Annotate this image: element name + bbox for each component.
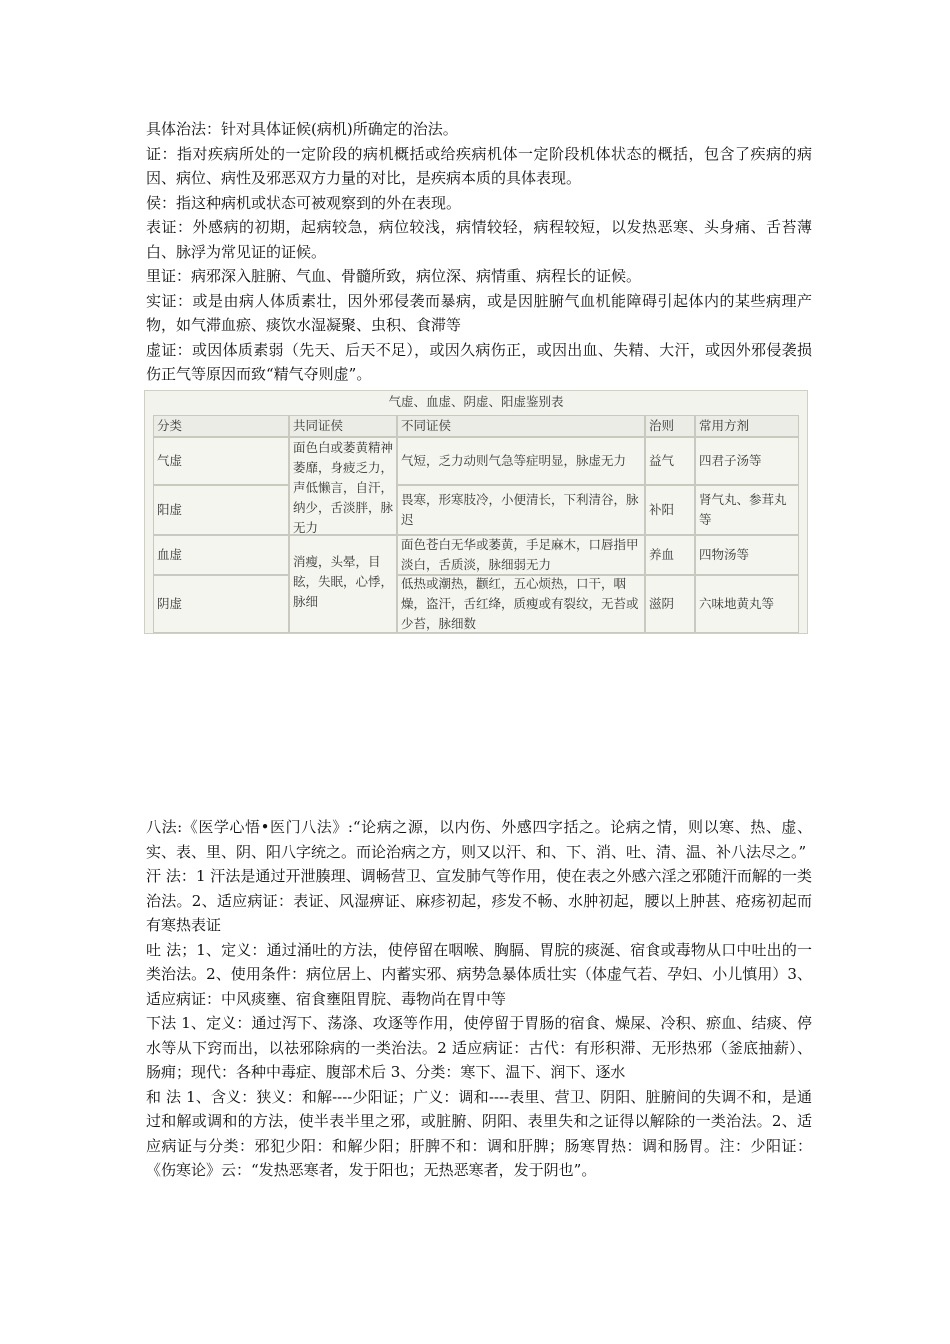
- table-header-different: 不同证侯: [397, 415, 645, 437]
- table-header-formula: 常用方剂: [695, 415, 799, 437]
- table-cell-category: 阳虚: [153, 485, 289, 535]
- paragraph: 汗 法：1 汗法是通过开泄腠理、调畅营卫、宣发肺气等作用，使在表之外感六淫之邪随汗而解的一类治法。2、适应病证：表证、风湿痹证、麻疹初起，疹发不畅、水肿初起，腰以上肿甚、疮疡初起而有寒热表证: [146, 867, 812, 934]
- paragraph: 和 法 1、含义：狭义：和解----少阳证；广义：调和----表里、营卫、阴阳、脏腑间的失调不和，是通过和解或调和的方法，使半表半里之邪，或脏腑、阴阳、表里失和之证得以解除的一类治法。2、适应病证与分类：邪犯少阳：和解少阳；肝脾不和：调和肝脾；肠寒胃热：调和肠胃。注：少阳证：《伤寒论》云：“发热恶寒者，发于阳也；无热恶寒者，发于阴也”。: [146, 1087, 812, 1179]
- table-header-category: 分类: [153, 415, 289, 437]
- table-cell-common-blood-yin: 消瘦，头晕，目眩，失眠，心悸，脉细: [289, 535, 397, 633]
- table-cell-formula: 四物汤等: [695, 535, 799, 575]
- paragraph: 侯：指这种病机或状态可被观察到的外在表现。: [146, 193, 462, 212]
- paragraph: 表证：外感病的初期，起病较急，病位较浅，病情较轻，病程较短，以发热恶寒、头身痛、舌苔薄白、脉浮为常见证的证候。: [146, 218, 812, 261]
- table-cell-formula: 四君子汤等: [695, 437, 799, 485]
- table-cell-treatment: 益气: [645, 437, 695, 485]
- table-cell-category: 血虚: [153, 535, 289, 575]
- table-cell-category: 气虚: [153, 437, 289, 485]
- paragraph: 八法:《医学心悟•医门八法》:“论病之源，以内伤、外感四字括之。论病之情，则以寒、热、虚、实、表、里、阴、阳八字统之。而论治病之方，则又以汗、和、下、消、吐、清、温、补八法尽之。”: [146, 818, 812, 861]
- table-cell-treatment: 养血: [645, 535, 695, 575]
- table-header-treatment: 治则: [645, 415, 695, 437]
- paragraph: 实证：或是由病人体质素壮，因外邪侵袭而暴病，或是因脏腑气血机能障碍引起体内的某些病理产物，如气滞血瘀、痰饮水湿凝聚、虫积、食滞等: [146, 291, 812, 334]
- paragraph: 吐 法；1、定义：通过涌吐的方法，使停留在咽喉、胸膈、胃脘的痰涎、宿食或毒物从口中吐出的一类治法。2、使用条件：病位居上、内蓄实邪、病势急暴体质壮实（体虚气若、孕妇、小儿慎用）3、适应病证：中风痰壅、宿食壅阻胃脘、毒物尚在胃中等: [146, 940, 812, 1008]
- table-cell-different: 畏寒，形寒肢冷，小便清长，下利清谷，脉迟: [397, 485, 645, 535]
- table-cell-formula: 肾气丸、参茸丸等: [695, 485, 799, 535]
- table-cell-category: 阴虚: [153, 575, 289, 633]
- table-cell-different: 气短，乏力动则气急等症明显，脉虚无力: [397, 437, 645, 485]
- text-section-definitions: [146, 117, 812, 387]
- paragraph: 具体治法：针对具体证候(病机)所确定的治法。: [146, 120, 458, 138]
- paragraph: 下法 1、定义：通过泻下、荡涤、攻逐等作用，使停留于胃肠的宿食、燥屎、冷积、瘀血、结痰、停水等从下窍而出，以祛邪除病的一类治法。2 适应病证：古代：有形积滞、无形热邪（釜底抽薪）、肠痈；现代：各种中毒症、腹部术后 3、分类：寒下、温下、润下、逐水: [146, 1014, 812, 1081]
- paragraph: 证：指对疾病所处的一定阶段的病机概括或给疾病机体一定阶段机体状态的概括，包含了疾病的病因、病位、病性及邪恶双方力量的对比，是疾病本质的具体表现。: [146, 144, 812, 187]
- table-cell-different: 低热或潮热，颧红，五心烦热，口干，咽燥，盗汗，舌红绛，质瘦或有裂纹，无苔或少苔，脉细数: [397, 575, 645, 633]
- text-section-eight-methods: [146, 815, 812, 1183]
- paragraph: 里证：病邪深入脏腑、气血、骨髓所致，病位深、病情重、病程长的证候。: [146, 267, 642, 285]
- table-cell-treatment: 补阳: [645, 485, 695, 535]
- paragraph: 虚证：或因体质素弱（先天、后天不足），或因久病伤正，或因出血、失精、大汗，或因外邪侵袭损伤正气等原因而致“精气夺则虚”。: [146, 340, 812, 383]
- table-caption: 气虚、血虚、阴虚、阳虚鉴别表: [388, 394, 564, 409]
- table-header-common: 共同证侯: [289, 415, 397, 437]
- table-cell-different: 面色苍白无华或萎黄，手足麻木，口唇指甲淡白，舌质淡，脉细弱无力: [397, 535, 645, 575]
- table-cell-treatment: 滋阴: [645, 575, 695, 633]
- table-cell-common-yang-qi: 面色白或萎黄精神萎靡，身疲乏力，声低懒言，自汗，纳少，舌淡胖，脉无力: [289, 437, 397, 535]
- table-cell-formula: 六味地黄丸等: [695, 575, 799, 633]
- deficiency-comparison-table: [144, 390, 808, 634]
